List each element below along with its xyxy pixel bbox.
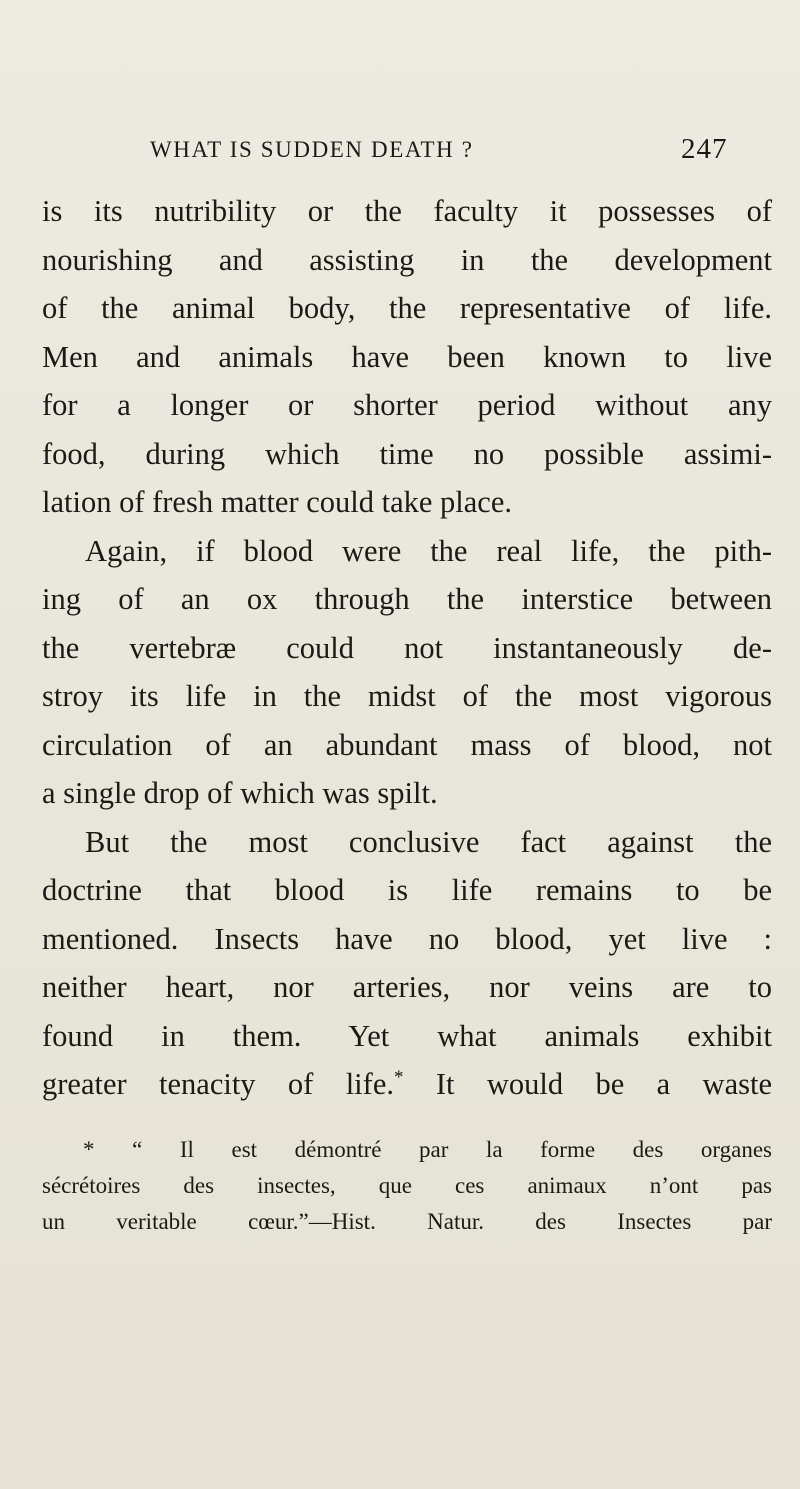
text-line: is its nutribility or the faculty it possesses of <box>42 194 772 228</box>
text-line: of the animal body, the representative of life. <box>42 291 772 325</box>
footnote-reference: * <box>393 1067 404 1088</box>
text-segment: It would be a waste <box>435 1067 773 1101</box>
text-line: for a longer or shorter period without any <box>42 388 772 422</box>
text-line: the vertebræ could not instantaneously de- <box>42 630 772 665</box>
text-line: nourishing and assisting in the development <box>42 242 772 277</box>
text-segment: greater tenacity of life. <box>42 1067 394 1101</box>
text-line: Again, if blood were the real life, the pith- <box>85 533 772 568</box>
text-line: circulation of an abundant mass of blood, not <box>42 727 772 762</box>
footnote-line: sécrétoires des insectes, que ces animaux n’ont pas <box>42 1173 772 1198</box>
text-line: ing of an ox through the interstice between <box>42 582 772 616</box>
text-line: food, during which time no possible assimi- <box>42 436 772 471</box>
running-head <box>0 133 800 177</box>
footnote-line: un veritable cœur.”—Hist. Natur. des Insectes par <box>42 1209 772 1234</box>
running-title: WHAT IS SUDDEN DEATH ? <box>150 137 474 162</box>
text-line: doctrine that blood is life remains to be <box>42 873 772 907</box>
text-line: lation of fresh matter could take place. <box>42 485 513 519</box>
body-text <box>42 187 772 1109</box>
footnote <box>42 1132 772 1240</box>
page-number: 247 <box>681 133 728 165</box>
text-line: found in them. Yet what animals exhibit <box>42 1018 772 1053</box>
text-line: mentioned. Insects have no blood, yet live : <box>42 921 772 956</box>
text-line: stroy its life in the midst of the most vigorous <box>42 679 772 713</box>
footnote-line: * “ Il est démontré par la forme des organes <box>83 1137 772 1162</box>
text-line-with-footnote-ref <box>42 1060 772 1109</box>
text-line: neither heart, nor arteries, nor veins are to <box>42 970 772 1004</box>
text-line: But the most conclusive fact against the <box>85 824 772 859</box>
text-line: Men and animals have been known to live <box>42 339 772 374</box>
text-line: a single drop of which was spilt. <box>42 776 438 810</box>
